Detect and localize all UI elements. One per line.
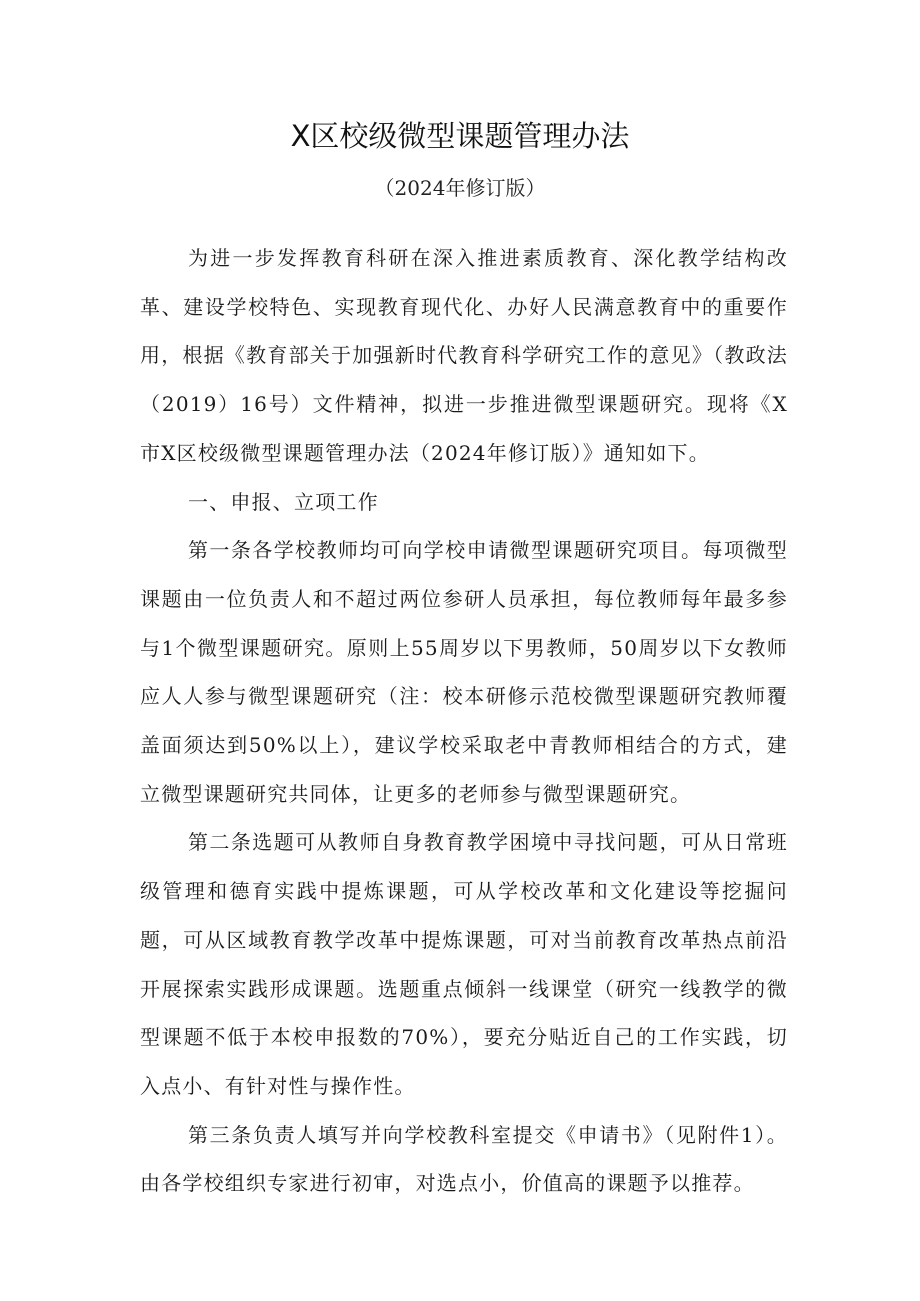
article-2-paragraph: 第二条选题可从教师自身教育教学困境中寻找问题，可从日常班级管理和德育实践中提炼课题，可从学校改革和文化建设等挖掘问题，可从区域教育教学改革中提炼课题，可对当前教育改革热点前沿开展探索实践形成课题。选题重点倾斜一线课堂（研究一线教学的微型课题不低于本校申报数的70%），要充分贴近自己的工作实践，切入点小、有针对性与操作性。 <box>140 830 788 1098</box>
intro-paragraph: 为进一步发挥教育科研在深入推进素质教育、深化教学结构改革、建设学校特色、实现教育现代化、办好人民满意教育中的重要作用，根据《教育部关于加强新时代教育科学研究工作的意见》（教政法（2019）16号）文件精神，拟进一步推进微型课题研究。现将《X市X区校级微型课题管理办法（2024年修订版）》通知如下。 <box>140 246 788 465</box>
document-subtitle: （2024年修订版） <box>374 176 546 200</box>
article-1-paragraph: 第一条各学校教师均可向学校申请微型课题研究项目。每项微型课题由一位负责人和不超过两位参研人员承担，每位教师每年最多参与1个微型课题研究。原则上55周岁以下男教师，50周岁以下女教师应人人参与微型课题研究（注：校本研修示范校微型课题研究教师覆盖面须达到50%以上），建议学校采取老中青教师相结合的方式，建立微型课题研究共同体，让更多的老师参与微型课题研究。 <box>140 538 788 806</box>
document-body <box>140 234 788 1208</box>
document-title: X区校级微型课题管理办法 <box>290 119 630 153</box>
section-heading-1: 一、申报、立项工作 <box>188 489 379 514</box>
article-3-paragraph: 第三条负责人填写并向学校教科室提交《申请书》（见附件1）。由各学校组织专家进行初审，对选点小，价值高的课题予以推荐。 <box>140 1122 788 1196</box>
